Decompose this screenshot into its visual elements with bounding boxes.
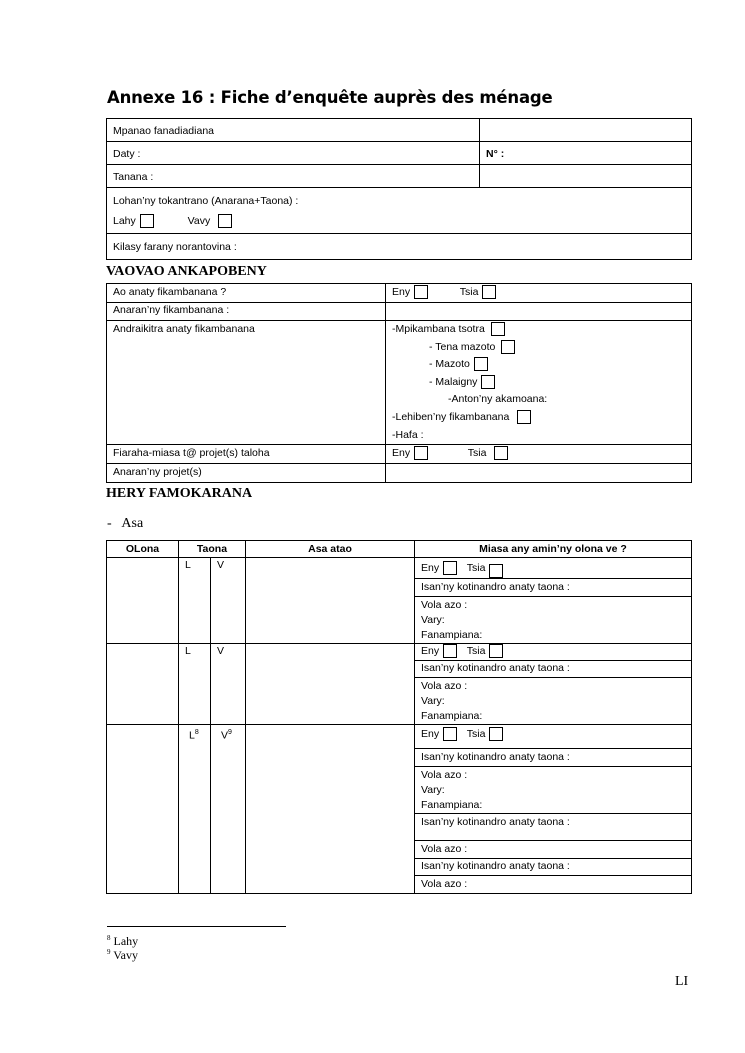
v-cell[interactable]: V — [211, 644, 246, 725]
daty-label[interactable]: Daty : — [107, 142, 480, 165]
v-cell[interactable]: $V^9$ — [211, 725, 246, 894]
q3-label: Andraikitra anaty fikambanana — [107, 321, 386, 445]
q2-label: Anaran’ny fikambanana : — [107, 303, 386, 321]
olona-cell[interactable] — [107, 558, 179, 644]
tanana-value[interactable] — [480, 165, 692, 188]
asa-subtitle: - Asa — [107, 516, 144, 531]
vola-row: Vola azo : Vary: Fanampiana: — [415, 767, 692, 814]
eny-label: Eny — [392, 286, 411, 298]
section-hery-title: HERY FAMOKARANA — [106, 486, 253, 501]
tanana-label[interactable]: Tanana : — [107, 165, 480, 188]
isany-row: Isan’ny kotinandro anaty taona : — [415, 749, 692, 767]
opt-hafa: -Hafa : — [392, 428, 424, 441]
vola-row: Vola azo : — [415, 841, 692, 859]
mpikambana-checkbox[interactable] — [491, 322, 505, 336]
sex-row — [113, 210, 691, 232]
tena-mazoto-checkbox[interactable] — [501, 340, 515, 354]
footnote-8: $^8$ Lahy — [107, 934, 139, 948]
tsia-checkbox[interactable] — [482, 285, 496, 299]
opt-lehiben: -Lehiben’ny fikambanana — [392, 409, 691, 427]
vola-row: Vola azo : — [415, 876, 692, 894]
q1-label: Ao anaty fikambanana ? — [107, 284, 386, 303]
q5-value[interactable] — [386, 464, 692, 483]
lohany-cell — [107, 188, 692, 234]
page-number: LI — [675, 974, 689, 989]
mpanao-value[interactable] — [480, 119, 692, 142]
vavy-checkbox[interactable] — [218, 214, 232, 228]
lahy-label: Lahy — [113, 215, 136, 227]
vola-row: Vola azo : Vary: Fanampiana: — [415, 597, 692, 644]
eny-tsia-row: Eny Tsia — [415, 644, 692, 661]
q4-answer — [386, 445, 692, 464]
q1-answer — [386, 284, 692, 303]
kilasy-label[interactable]: Kilasy farany norantovina : — [107, 234, 692, 260]
opt-tena-mazoto: - Tena mazoto — [392, 339, 691, 357]
olona-cell[interactable] — [107, 644, 179, 725]
eny-checkbox[interactable] — [443, 727, 457, 741]
eny-checkbox[interactable] — [443, 644, 457, 658]
opt-mpikambana: -Mpikambana tsotra — [392, 321, 691, 339]
eny-checkbox[interactable] — [414, 285, 428, 299]
q2-value[interactable] — [386, 303, 692, 321]
isany-row: Isan’ny kotinandro anaty taona : — [415, 661, 692, 678]
lahy-checkbox[interactable] — [140, 214, 154, 228]
asa-cell[interactable] — [246, 558, 415, 644]
page-title: Annexe 16 : Fiche d’enquête auprès des ménage — [107, 88, 553, 107]
q4-tsia-checkbox[interactable] — [494, 446, 508, 460]
malaigny-checkbox[interactable] — [481, 375, 495, 389]
tsia-checkbox[interactable] — [489, 564, 503, 578]
isany-row: Isan’ny kotinandro anaty taona : — [415, 579, 692, 597]
footnote-rule — [107, 926, 286, 927]
identification-table — [106, 118, 692, 260]
mpanao-label: Mpanao fanadiadiana — [107, 119, 480, 142]
tsia-label: Tsia — [467, 447, 487, 460]
l-cell[interactable]: L — [179, 644, 211, 725]
eny-label: Eny — [392, 447, 411, 460]
isany-row: Isan’ny kotinandro anaty taona : — [415, 814, 692, 841]
header-miasa: Miasa any amin’ny olona ve ? — [415, 541, 692, 558]
section-vaovao-title: VAOVAO ANKAPOBENY — [106, 264, 267, 279]
opt-malaigny: - Malaigny — [392, 374, 691, 392]
tsia-label: Tsia — [459, 286, 479, 298]
l-cell[interactable]: L — [179, 558, 211, 644]
lohany-label: Lohan’ny tokantrano (Anarana+Taona) : — [113, 195, 299, 207]
q5-label: Anaran’ny projet(s) — [107, 464, 386, 483]
tsia-checkbox[interactable] — [489, 644, 503, 658]
eny-tsia-row: Eny Tsia — [415, 725, 692, 749]
asa-table — [106, 540, 692, 894]
vaovao-table — [106, 283, 692, 483]
asa-cell[interactable] — [246, 644, 415, 725]
q3-options — [386, 321, 692, 445]
opt-anton: -Anton’ny akamoana: — [448, 393, 548, 406]
header-taona: Taona — [179, 541, 246, 558]
header-asa: Asa atao — [246, 541, 415, 558]
v-cell[interactable]: V — [211, 558, 246, 644]
header-olona: OLona — [107, 541, 179, 558]
mazoto-checkbox[interactable] — [474, 357, 488, 371]
q4-eny-checkbox[interactable] — [414, 446, 428, 460]
asa-cell[interactable] — [246, 725, 415, 894]
vola-row: Vola azo : Vary: Fanampiana: — [415, 678, 692, 725]
no-label[interactable]: N° : — [480, 142, 692, 165]
isany-row: Isan’ny kotinandro anaty taona : — [415, 859, 692, 876]
footnote-9: $^9$ Vavy — [107, 948, 138, 962]
vavy-label: Vavy — [187, 215, 211, 227]
opt-mazoto: - Mazoto — [392, 356, 691, 374]
l-cell[interactable]: $L^8$ — [179, 725, 211, 894]
eny-checkbox[interactable] — [443, 561, 457, 575]
olona-cell[interactable] — [107, 725, 179, 894]
q4-label: Fiaraha-miasa t@ projet(s) taloha — [107, 445, 386, 464]
eny-tsia-row: Eny Tsia — [415, 558, 692, 579]
tsia-checkbox[interactable] — [489, 727, 503, 741]
lehiben-checkbox[interactable] — [517, 410, 531, 424]
